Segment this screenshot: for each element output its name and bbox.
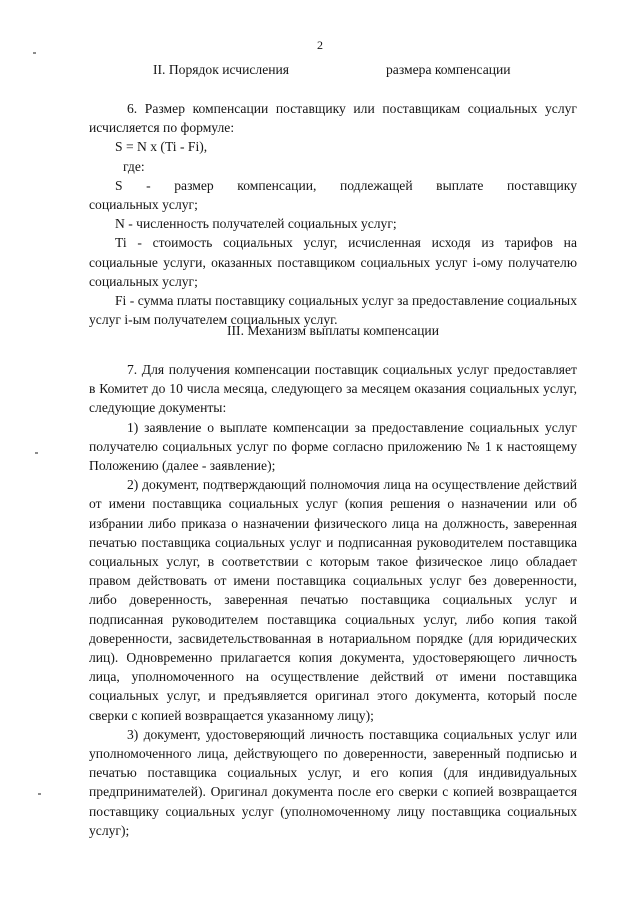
document-item-2: 2) документ, подтверждающий полномочия лица на осуществление действий от имени поставщика социальных услуг (копия решения о назначении или об избрании либо приказа о назначении физического лица на должность, заверенная печатью поставщика социальных услуг и подписанная руководителем поставщика социальных услуг, в соответствии с которым такое физическое лицо обладает правом действовать от имени поставщика социальных услуг без доверенности, либо доверенность, заверенная печатью поставщика социальных услуг и подписанная руководителем поставщика социальных услуг, либо копия такой доверенности, засвидетельствованная в нотариальном порядке (для юридических лиц). Одновременно прилагается копия документа, удостоверяющего личность лица, уполномоченного на осуществление действий от имени поставщика социальных услуг, и предъявляется оригинал этого документа, который после сверки с копией возвращается указанному лицу); — [89, 477, 577, 723]
formula-n-definition: N - численность получателей социальных услуг; — [115, 216, 397, 232]
section-iii-body — [89, 360, 577, 840]
formula-fi-definition: Fi - сумма платы поставщику социальных услуг за предоставление социальных услуг i-ым получателем социальных услуг. — [89, 293, 577, 328]
section-ii-body — [89, 99, 577, 329]
page-number: 2 — [317, 38, 323, 52]
formula-ti-definition: Ti - стоимость социальных услуг, исчисленная исходя из тарифов на социальные услуги, оказанных поставщиком социальных услуг i-ому получателю социальных услуг; — [89, 235, 577, 289]
formula-s-definition-line1: S - размер компенсации, подлежащей выплате поставщику — [115, 177, 577, 193]
section-ii-heading-left: II. Порядок исчисления — [153, 62, 290, 77]
scan-speck — [33, 52, 36, 54]
formula-s-definition-line2: социальных услуг; — [89, 197, 198, 213]
document-item-1: 1) заявление о выплате компенсации за предоставление социальных услуг получателю социальных услуг по форме согласно приложению № 1 к настоящему Положению (далее - заявление); — [89, 419, 577, 474]
section-ii-heading-right: размера компенсации — [386, 62, 511, 77]
compensation-formula: S = N x (Ti - Fi), — [115, 139, 208, 155]
section-ii-heading — [89, 62, 577, 82]
formula-where-label: где: — [123, 158, 145, 174]
scan-speck — [38, 793, 41, 795]
section-iii-heading: III. Механизм выплаты компенсации — [227, 323, 439, 338]
document-item-3: 3) документ, удостоверяющий личность поставщика социальных услуг или уполномоченного лица, действующего по доверенности, заверенный подписью и печатью поставщика социальных услуг, и его копия (для индивидуальных предпринимателей). Оригинал документа после его сверки с копией возвращается поставщику социальных услуг (уполномоченному лицу поставщика социальных услуг); — [89, 726, 577, 838]
scan-speck — [35, 452, 38, 454]
paragraph-6: 6. Размер компенсации поставщику или поставщикам социальных услуг исчисляется по формуле: — [89, 101, 577, 136]
paragraph-7: 7. Для получения компенсации поставщик социальных услуг предоставляет в Комитет до 10 числа месяца, следующего за месяцем оказания социальных услуг, следующие документы: — [89, 362, 577, 416]
